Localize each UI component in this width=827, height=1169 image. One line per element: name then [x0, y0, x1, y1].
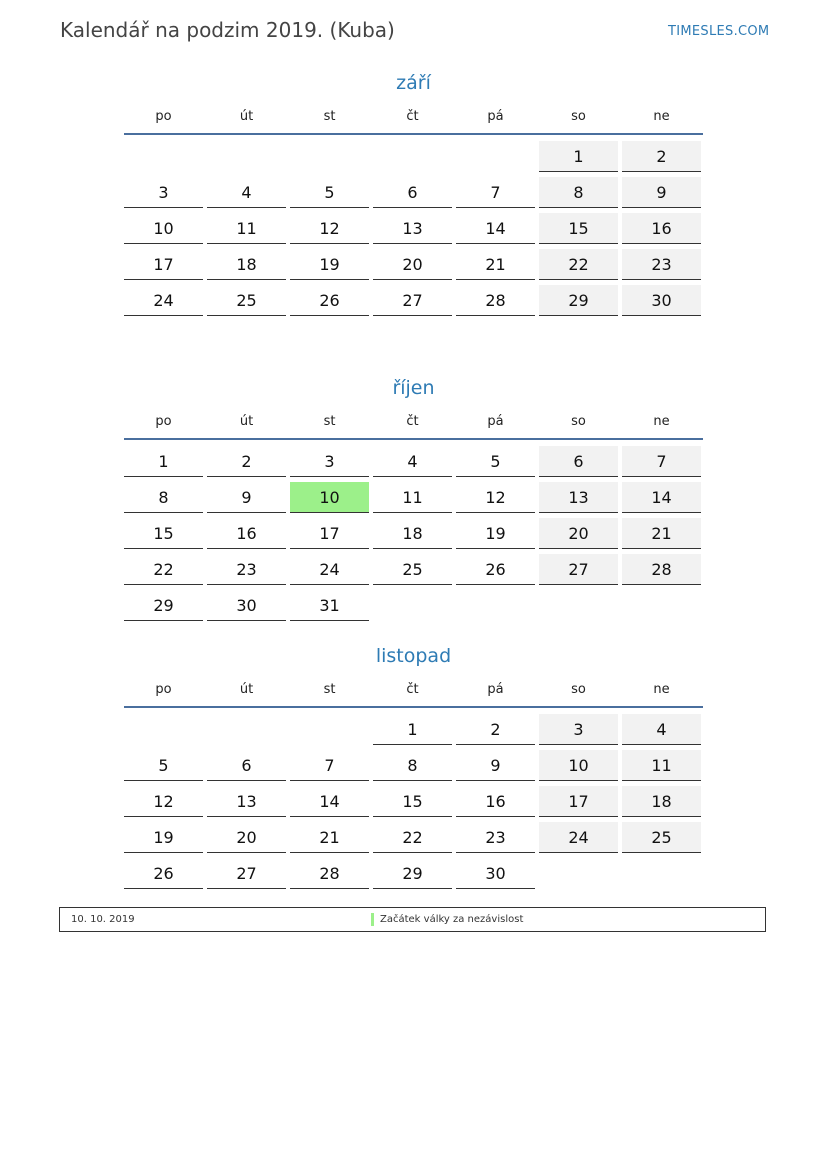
weekday-label: ne — [653, 414, 670, 429]
day-cell: 1 — [124, 446, 203, 477]
day-cell: 5 — [124, 750, 203, 781]
weekday-label: ne — [653, 109, 670, 124]
weekday-label: pá — [487, 682, 504, 697]
day-cell: 28 — [456, 285, 535, 316]
day-cell: 18 — [207, 249, 286, 280]
day-cell: 24 — [290, 554, 369, 585]
day-cell: 8 — [124, 482, 203, 513]
day-cell: 4 — [373, 446, 452, 477]
day-cell: 3 — [539, 714, 618, 745]
month-title: září — [396, 72, 431, 94]
weekday-label: po — [155, 414, 172, 429]
weekday-label: so — [571, 682, 586, 697]
day-cell: 12 — [124, 786, 203, 817]
weekday-label: út — [239, 109, 254, 124]
day-cell: 31 — [290, 590, 369, 621]
legend-holiday-name: Začátek války za nezávislost — [380, 914, 524, 925]
day-cell: 27 — [539, 554, 618, 585]
day-cell: 2 — [622, 141, 701, 172]
day-cell: 23 — [207, 554, 286, 585]
day-cell: 17 — [290, 518, 369, 549]
weekday-label: st — [323, 414, 336, 429]
weekday-label: ne — [653, 682, 670, 697]
day-cell: 2 — [207, 446, 286, 477]
weekday-label: po — [155, 109, 172, 124]
day-grid — [124, 714, 703, 889]
day-cell: 15 — [124, 518, 203, 549]
day-cell: 26 — [124, 858, 203, 889]
day-cell: 21 — [622, 518, 701, 549]
day-cell: 27 — [207, 858, 286, 889]
weekday-label: čt — [406, 682, 419, 697]
day-cell: 8 — [373, 750, 452, 781]
day-cell: 11 — [207, 213, 286, 244]
month-title: listopad — [375, 645, 452, 667]
day-cell: 4 — [207, 177, 286, 208]
day-cell: 22 — [539, 249, 618, 280]
day-cell: 13 — [539, 482, 618, 513]
day-cell: 8 — [539, 177, 618, 208]
day-cell: 14 — [290, 786, 369, 817]
weekday-header — [124, 674, 703, 708]
day-cell: 13 — [373, 213, 452, 244]
weekday-label: út — [239, 682, 254, 697]
day-cell: 10 — [290, 482, 369, 513]
holiday-color-swatch — [371, 913, 374, 926]
month-title: říjen — [392, 377, 435, 399]
day-cell: 6 — [373, 177, 452, 208]
day-cell: 13 — [207, 786, 286, 817]
day-cell: 11 — [622, 750, 701, 781]
day-cell: 5 — [290, 177, 369, 208]
day-cell: 17 — [539, 786, 618, 817]
day-cell: 16 — [456, 786, 535, 817]
weekday-header — [124, 406, 703, 440]
day-cell: 21 — [290, 822, 369, 853]
legend-date: 10. 10. 2019 — [71, 914, 135, 925]
weekday-label: čt — [406, 414, 419, 429]
day-cell: 14 — [622, 482, 701, 513]
day-cell: 28 — [290, 858, 369, 889]
day-cell: 19 — [456, 518, 535, 549]
weekday-label: út — [239, 414, 254, 429]
day-cell: 1 — [373, 714, 452, 745]
day-cell: 16 — [622, 213, 701, 244]
day-cell: 20 — [373, 249, 452, 280]
weekday-label: čt — [406, 109, 419, 124]
day-cell: 11 — [373, 482, 452, 513]
day-cell: 25 — [622, 822, 701, 853]
day-cell: 21 — [456, 249, 535, 280]
month-september — [124, 68, 703, 316]
day-cell: 15 — [539, 213, 618, 244]
day-cell: 29 — [373, 858, 452, 889]
day-cell: 23 — [456, 822, 535, 853]
weekday-label: so — [571, 414, 586, 429]
day-cell: 29 — [539, 285, 618, 316]
day-cell: 7 — [622, 446, 701, 477]
day-cell: 16 — [207, 518, 286, 549]
day-grid — [124, 446, 703, 621]
day-cell: 20 — [539, 518, 618, 549]
day-cell: 9 — [622, 177, 701, 208]
day-cell: 28 — [622, 554, 701, 585]
weekday-label: po — [155, 682, 172, 697]
day-cell: 25 — [373, 554, 452, 585]
day-cell: 7 — [290, 750, 369, 781]
day-cell: 30 — [207, 590, 286, 621]
day-cell: 9 — [456, 750, 535, 781]
month-october — [124, 373, 703, 621]
page-title: Kalendář na podzim 2019. (Kuba) — [60, 18, 395, 42]
day-cell: 30 — [622, 285, 701, 316]
weekday-label: st — [323, 109, 336, 124]
day-cell: 19 — [290, 249, 369, 280]
day-cell: 22 — [373, 822, 452, 853]
weekday-header — [124, 101, 703, 135]
day-cell: 15 — [373, 786, 452, 817]
day-cell: 6 — [207, 750, 286, 781]
day-cell: 5 — [456, 446, 535, 477]
day-cell: 29 — [124, 590, 203, 621]
day-cell: 24 — [124, 285, 203, 316]
day-cell: 4 — [622, 714, 701, 745]
day-cell: 1 — [539, 141, 618, 172]
day-cell: 20 — [207, 822, 286, 853]
day-cell: 7 — [456, 177, 535, 208]
day-cell: 23 — [622, 249, 701, 280]
day-cell: 22 — [124, 554, 203, 585]
day-cell: 24 — [539, 822, 618, 853]
day-cell: 17 — [124, 249, 203, 280]
month-november — [124, 641, 703, 889]
day-cell: 26 — [456, 554, 535, 585]
day-cell: 25 — [207, 285, 286, 316]
day-cell: 3 — [124, 177, 203, 208]
day-cell: 10 — [539, 750, 618, 781]
day-cell: 27 — [373, 285, 452, 316]
day-cell: 26 — [290, 285, 369, 316]
day-cell: 9 — [207, 482, 286, 513]
day-cell: 6 — [539, 446, 618, 477]
day-cell: 18 — [622, 786, 701, 817]
day-cell: 30 — [456, 858, 535, 889]
day-cell: 12 — [290, 213, 369, 244]
day-cell: 14 — [456, 213, 535, 244]
day-cell: 2 — [456, 714, 535, 745]
day-cell: 18 — [373, 518, 452, 549]
site-link[interactable]: TIMESLES.COM — [668, 24, 770, 39]
day-cell: 12 — [456, 482, 535, 513]
day-cell: 3 — [290, 446, 369, 477]
day-cell: 19 — [124, 822, 203, 853]
holiday-legend — [59, 907, 766, 932]
weekday-label: pá — [487, 414, 504, 429]
day-cell: 10 — [124, 213, 203, 244]
weekday-label: st — [323, 682, 336, 697]
weekday-label: pá — [487, 109, 504, 124]
day-grid — [124, 141, 703, 316]
weekday-label: so — [571, 109, 586, 124]
